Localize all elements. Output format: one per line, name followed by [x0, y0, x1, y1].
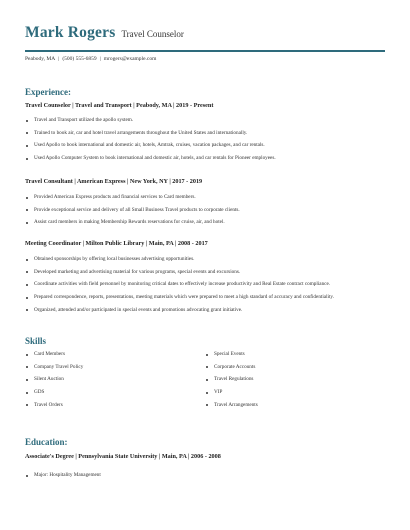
list-item: Coordinate activities with field personnel by monitoring critical dates to effectively increase productivity and Real Estate contract compliance. — [25, 281, 385, 294]
contact-line — [25, 56, 156, 62]
skill-item: Company Travel Policy — [25, 364, 205, 377]
resume-header — [25, 24, 385, 42]
education-heading: Education: — [25, 437, 68, 447]
contact-location: Peabody, MA — [25, 56, 56, 62]
skill-item: Travel Orders — [25, 402, 205, 415]
skills-heading: Skills — [25, 336, 47, 346]
list-item: Provided American Express products and financial services to Card members. — [25, 194, 385, 207]
skills-grid — [25, 351, 385, 414]
skill-item: Travel Arrangements — [205, 402, 385, 415]
list-item: Developed marketing and advertising material for various programs, special events and excursions. — [25, 269, 385, 282]
skill-item: Travel Regulations — [205, 376, 385, 389]
skill-item: Silent Auction — [25, 376, 205, 389]
header-divider — [25, 50, 385, 52]
job-title-3: Meeting Coordinator | Milton Public Library | Main, PA | 2008 - 2017 — [25, 240, 208, 247]
candidate-title: Travel Counselor — [121, 29, 184, 39]
list-item: Obtained sponsorships by offering local businesses advertising opportunities. — [25, 256, 385, 269]
experience-heading: Experience: — [25, 87, 71, 97]
list-item: Provide exceptional service and delivery of all Small Business Travel products to corporate clients. — [25, 207, 385, 220]
education-bullets — [25, 472, 385, 485]
contact-email: mrogers@example.com — [103, 56, 157, 62]
list-item: Travel and Transport utilized the apollo system. — [25, 117, 385, 130]
skill-item: VIP — [205, 389, 385, 402]
skill-item: Card Members — [25, 351, 205, 364]
skill-item: Corporate Accounts — [205, 364, 385, 377]
contact-separator: | — [58, 56, 60, 62]
contact-phone: (500) 555-6859 — [62, 56, 97, 62]
list-item: Prepared correspondence, reports, presentations, meeting materials which were prepared to meet a high standard of accuracy and confidentiality. — [25, 294, 385, 307]
degree-title: Associate's Degree | Pennsylvania State University | Main, PA | 2006 - 2008 — [25, 453, 221, 460]
name-row — [25, 24, 385, 42]
candidate-name: Mark Rogers — [25, 24, 116, 41]
skills-left-column — [25, 351, 205, 414]
job-3-bullets — [25, 256, 385, 319]
job-title-2: Travel Consultant | American Express | New York, NY | 2017 - 2019 — [25, 178, 203, 185]
job-1-bullets — [25, 117, 385, 168]
list-item: Trained to book air, car and hotel travel arrangements throughout the United States and internationally. — [25, 130, 385, 143]
list-item: Organized, attended and/or participated in special events and promotions advocating grant initiative. — [25, 307, 385, 320]
list-item: Used Apollo Computer System to book international and domestic air, hotels, and car rentals for Pioneer employees. — [25, 155, 385, 168]
job-2-bullets — [25, 194, 385, 232]
list-item: Assist card members in making Membership Rewards reservations for cruise, air, and hotel. — [25, 219, 385, 232]
list-item: Major: Hospitality Management — [25, 472, 385, 485]
job-title-1: Travel Counselor | Travel and Transport | Peabody, MA | 2019 - Present — [25, 102, 214, 109]
skill-item: GDS — [25, 389, 205, 402]
skill-item: Special Events — [205, 351, 385, 364]
skills-right-column — [205, 351, 385, 414]
list-item: Used Apollo to book international and domestic air, hotels, Amtrak, cruises, vacation packages, and car rentals. — [25, 142, 385, 155]
contact-separator: | — [99, 56, 101, 62]
